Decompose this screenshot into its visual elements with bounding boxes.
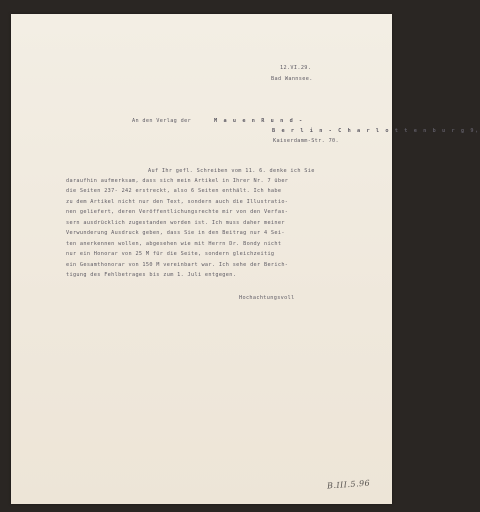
body-line-8: ten anerkennen wollen, abgesehen wie mit Herrn Dr. Bondy nicht (66, 241, 282, 247)
recipient-line-1-prefix: An den Verlag der (132, 118, 192, 124)
body-line-11: tigung des Fehlbetrages bis zum 1. Juli entgegen. (66, 272, 237, 278)
letter-closing: Hochachtungsvoll (239, 295, 295, 301)
body-line-7: Verwunderung Ausdruck geben, dass Sie in den Beitrag nur 4 Sei- (66, 230, 285, 236)
body-line-10: ein Gesamthonorar von 150 M vereinbart war. Ich sehe der Berich- (66, 262, 289, 268)
body-line-6: sern ausdrücklich zugestanden worden ist. Ich muss daher meiner (66, 220, 285, 226)
archive-signature-mark: B.III.5.96 (326, 478, 371, 491)
body-line-4: zu dem Artikel nicht nur den Text, sondern auch die Illustratio- (66, 199, 289, 205)
letter-sheet (11, 14, 480, 504)
body-line-2: daraufhin aufmerksam, dass sich mein Artikel in Ihrer Nr. 7 über (66, 178, 289, 184)
recipient-line-1-name: M a u e n R u n d - (214, 118, 304, 124)
body-line-9: nur ein Honorar von 25 M für die Seite, sondern gleichzeitig (66, 251, 275, 257)
letter-place: Bad Wannsee. (271, 76, 313, 82)
body-line-1: Auf Ihr gefl. Schreiben vom 11. 6. denke ich Sie (148, 168, 315, 174)
body-line-3: die Seiten 237- 242 erstreckt, also 6 Seiten enthält. Ich habe (66, 188, 282, 194)
body-line-5: nen geliefert, deren Veröffentlichungsrechte mir von den Verfas- (66, 209, 289, 215)
recipient-line-2: B e r l i n - C h a r l o t t e n b u r g 9, (272, 128, 480, 134)
letter-date: 12.VI.29. (280, 65, 312, 71)
recipient-line-3: Kaiserdamm-Str. 70. (273, 138, 339, 144)
